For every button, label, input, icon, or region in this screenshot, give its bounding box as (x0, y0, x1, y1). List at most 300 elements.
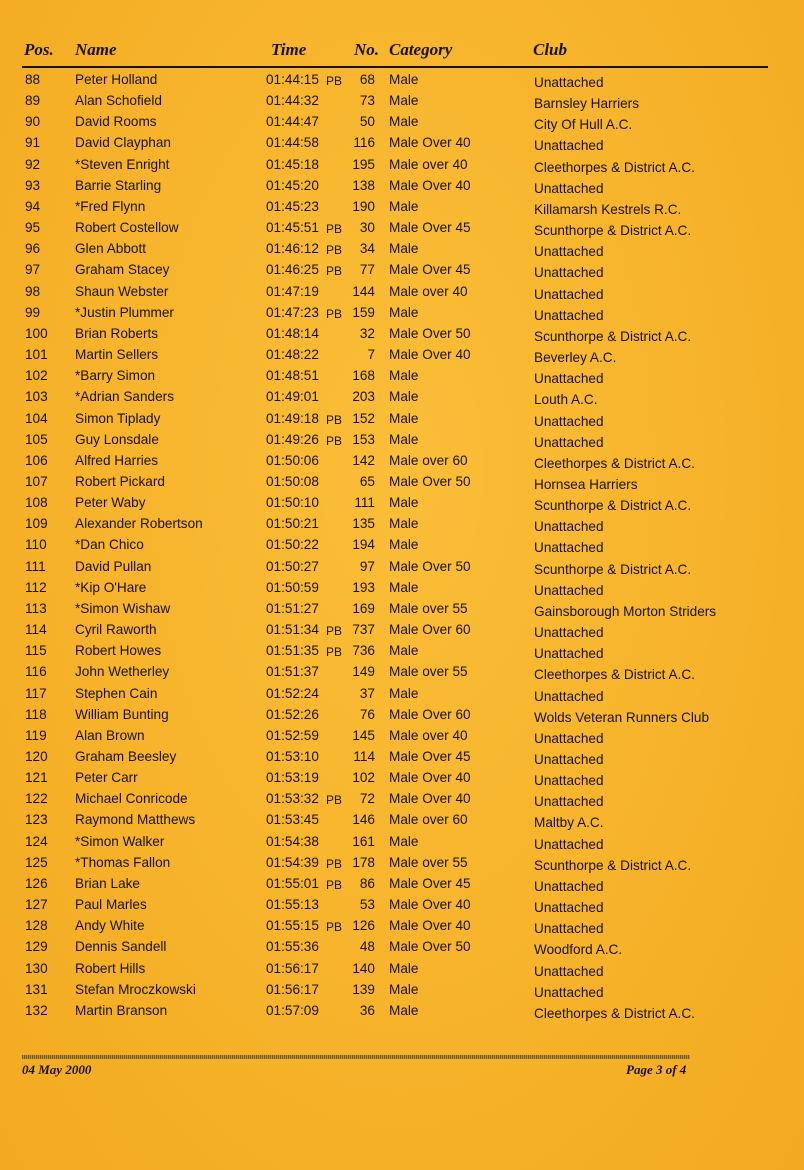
time-cell: 01:49:26 (266, 431, 319, 447)
time-cell: 01:54:39 (266, 854, 319, 870)
pb-marker: PB (326, 74, 343, 88)
time-cell: 01:55:13 (266, 897, 319, 913)
club-cell: Scunthorpe & District A.C. (534, 328, 692, 344)
bib-number-cell: 169 (352, 600, 375, 616)
table-row (0, 1002, 804, 1023)
category-cell: Male (389, 579, 419, 595)
name-cell: Paul Marles (75, 897, 147, 913)
position-cell: 97 (25, 262, 41, 278)
category-cell: Male (389, 241, 419, 257)
category-cell: Male Over 45 (389, 220, 471, 236)
header-divider (22, 66, 768, 68)
bib-number-cell: 65 (359, 473, 375, 489)
time-cell: 01:45:20 (266, 177, 319, 193)
club-cell: Cleethorpes & District A.C. (534, 455, 695, 471)
time-cell: 01:52:59 (266, 727, 319, 743)
position-cell: 121 (25, 770, 48, 786)
name-cell: *Thomas Fallon (75, 854, 171, 870)
position-cell: 128 (25, 918, 48, 934)
name-cell: Stephen Cain (75, 685, 158, 701)
name-cell: Cyril Raworth (75, 622, 157, 638)
name-cell: *Dan Chico (75, 537, 144, 553)
bib-number-cell: 7 (367, 347, 375, 363)
club-cell: Unattached (534, 688, 604, 704)
category-cell: Male Over 40 (389, 347, 471, 363)
time-cell: 01:45:51 (266, 220, 319, 236)
name-cell: Brian Lake (75, 875, 140, 891)
club-cell: Unattached (534, 519, 604, 535)
bib-number-cell: 114 (353, 749, 375, 764)
bib-number-cell: 142 (352, 452, 375, 468)
club-cell: Wolds Veteran Runners Club (534, 709, 710, 725)
position-cell: 106 (25, 452, 48, 468)
name-cell: Shaun Webster (75, 283, 169, 299)
pb-marker: PB (326, 412, 343, 427)
table-row (0, 156, 804, 177)
position-cell: 104 (25, 410, 48, 426)
header-time: Time (271, 40, 307, 59)
club-cell: Cleethorpes & District A.C. (534, 1005, 695, 1021)
position-cell: 98 (25, 283, 41, 299)
category-cell: Male Over 50 (389, 473, 471, 489)
time-cell: 01:50:21 (266, 516, 319, 532)
name-cell: *Steven Enright (75, 156, 170, 172)
pb-marker: PB (326, 877, 343, 892)
category-cell: Male Over 50 (389, 558, 471, 574)
category-cell: Male (389, 114, 419, 130)
name-cell: Graham Beesley (75, 749, 177, 764)
club-cell: Unattached (534, 434, 604, 450)
time-cell: 01:51:34 (266, 622, 319, 638)
table-row (0, 452, 804, 473)
club-cell: Maltby A.C. (534, 815, 604, 831)
bib-number-cell: 76 (359, 706, 375, 722)
table-row (0, 896, 804, 917)
position-cell: 124 (25, 833, 48, 849)
time-cell: 01:50:27 (266, 558, 319, 574)
position-cell: 125 (25, 854, 48, 870)
club-cell: Hornsea Harriers (534, 476, 638, 492)
bib-number-cell: 145 (352, 727, 375, 743)
club-cell: Unattached (534, 878, 604, 894)
name-cell: *Adrian Sanders (75, 389, 174, 405)
position-cell: 91 (25, 135, 41, 151)
time-cell: 01:56:17 (266, 981, 319, 997)
category-cell: Male Over 40 (389, 918, 471, 934)
position-cell: 130 (25, 960, 48, 976)
position-cell: 119 (25, 727, 47, 743)
pb-marker: PB (326, 243, 343, 258)
name-cell: *Kip O'Hare (75, 579, 147, 595)
category-cell: Male (389, 960, 419, 976)
category-cell: Male over 40 (389, 727, 468, 743)
time-cell: 01:47:23 (266, 304, 319, 320)
table-row (0, 515, 804, 536)
table-row (0, 981, 804, 1002)
position-cell: 118 (25, 706, 47, 722)
time-cell: 01:48:14 (266, 325, 319, 341)
bib-number-cell: 161 (352, 833, 375, 849)
time-cell: 01:46:12 (266, 241, 319, 257)
name-cell: Robert Pickard (75, 473, 165, 489)
table-row (0, 663, 804, 684)
pb-marker: PB (326, 222, 343, 237)
table-row (0, 92, 804, 113)
table-row (0, 198, 804, 219)
table-row (0, 240, 804, 261)
name-cell: *Justin Plummer (75, 304, 174, 320)
club-cell: Unattached (534, 836, 604, 852)
header-no: No. (354, 40, 380, 59)
category-cell: Male (389, 1002, 419, 1018)
time-cell: 01:53:32 (266, 791, 319, 807)
time-cell: 01:53:10 (266, 749, 319, 764)
pb-marker: PB (326, 306, 343, 321)
table-row (0, 113, 804, 134)
footer-date: 04 May 2000 (22, 1062, 92, 1077)
table-row (0, 811, 804, 832)
bib-number-cell: 97 (359, 558, 375, 574)
position-cell: 101 (25, 347, 48, 363)
category-cell: Male over 55 (389, 600, 468, 616)
time-cell: 01:51:37 (266, 664, 319, 680)
time-cell: 01:47:19 (266, 283, 319, 299)
name-cell: Stefan Mroczkowski (75, 981, 196, 997)
name-cell: John Wetherley (75, 664, 170, 680)
name-cell: Robert Costellow (75, 220, 179, 236)
category-cell: Male Over 45 (389, 875, 471, 891)
table-row (0, 938, 804, 959)
table-row (0, 431, 804, 452)
club-cell: Unattached (534, 625, 604, 641)
time-cell: 01:50:59 (266, 579, 319, 595)
bib-number-cell: 36 (359, 1002, 375, 1018)
table-header (0, 40, 804, 68)
time-cell: 01:51:27 (266, 600, 319, 616)
pb-marker: PB (326, 793, 343, 808)
bib-number-cell: 149 (352, 664, 375, 680)
club-cell: Unattached (534, 752, 604, 767)
position-cell: 129 (25, 939, 48, 955)
club-cell: Barnsley Harriers (534, 96, 639, 112)
name-cell: *Simon Wishaw (75, 600, 171, 616)
category-cell: Male Over 50 (389, 939, 471, 955)
table-row (0, 642, 804, 663)
position-cell: 102 (25, 368, 48, 384)
position-cell: 88 (25, 72, 41, 87)
club-cell: Unattached (534, 540, 604, 556)
name-cell: Robert Howes (75, 643, 162, 659)
bib-number-cell: 37 (359, 685, 375, 701)
name-cell: William Bunting (75, 706, 169, 722)
category-cell: Male Over 60 (389, 706, 471, 722)
position-cell: 103 (25, 389, 48, 405)
name-cell: Martin Branson (75, 1002, 168, 1018)
time-cell: 01:55:01 (266, 875, 319, 891)
table-row (0, 367, 804, 388)
table-row (0, 134, 804, 155)
footer-divider (22, 1055, 690, 1059)
position-cell: 113 (25, 600, 47, 616)
club-cell: Woodford A.C. (534, 942, 623, 958)
name-cell: Alan Schofield (75, 93, 162, 109)
position-cell: 112 (25, 579, 47, 595)
position-cell: 107 (25, 473, 48, 489)
club-cell: Unattached (534, 984, 604, 1000)
bib-number-cell: 194 (352, 537, 375, 553)
category-cell: Male Over 45 (389, 749, 471, 764)
table-row (0, 769, 804, 790)
time-cell: 01:52:26 (266, 706, 319, 722)
club-cell: Unattached (534, 307, 604, 323)
time-cell: 01:51:35 (266, 643, 319, 659)
time-cell: 01:44:58 (266, 135, 319, 151)
bib-number-cell: 32 (359, 325, 375, 341)
table-row (0, 579, 804, 600)
bib-number-cell: 178 (352, 854, 375, 870)
position-cell: 114 (25, 622, 47, 638)
table-row (0, 960, 804, 981)
club-cell: Unattached (534, 773, 604, 789)
name-cell: Guy Lonsdale (75, 431, 159, 447)
time-cell: 01:53:19 (266, 770, 319, 786)
category-cell: Male (389, 368, 419, 384)
table-row (0, 685, 804, 706)
name-cell: *Simon Walker (75, 833, 165, 849)
bib-number-cell: 193 (352, 579, 375, 595)
name-cell: David Rooms (75, 114, 157, 130)
bib-number-cell: 138 (352, 177, 375, 193)
position-cell: 109 (25, 516, 48, 532)
time-cell: 01:46:25 (266, 262, 319, 278)
pb-marker: PB (326, 624, 343, 639)
position-cell: 89 (25, 93, 41, 109)
category-cell: Male Over 50 (389, 325, 471, 341)
bib-number-cell: 140 (352, 960, 375, 976)
pb-marker: PB (326, 433, 343, 448)
table-row (0, 748, 804, 769)
table-row (0, 917, 804, 938)
position-cell: 96 (25, 241, 41, 257)
club-cell: Unattached (534, 371, 604, 387)
name-cell: Barrie Starling (75, 177, 162, 193)
bib-number-cell: 146 (352, 812, 375, 828)
name-cell: *Barry Simon (75, 368, 156, 384)
name-cell: Alfred Harries (75, 452, 159, 468)
time-cell: 01:44:32 (266, 93, 319, 109)
club-cell: Unattached (534, 180, 604, 196)
name-cell: Simon Tiplady (75, 410, 161, 426)
position-cell: 95 (25, 220, 41, 236)
category-cell: Male (389, 431, 419, 447)
bib-number-cell: 34 (359, 241, 375, 257)
position-cell: 90 (25, 114, 41, 130)
table-row (0, 494, 804, 515)
table-row (0, 325, 804, 346)
bib-number-cell: 126 (352, 918, 375, 934)
name-cell: Alan Brown (75, 727, 145, 743)
category-cell: Male (389, 643, 419, 659)
time-cell: 01:45:23 (266, 198, 319, 214)
category-cell: Male (389, 198, 419, 214)
club-cell: Scunthorpe & District A.C. (534, 561, 692, 577)
name-cell: David Pullan (75, 558, 152, 574)
position-cell: 126 (25, 875, 48, 891)
bib-number-cell: 53 (359, 897, 375, 913)
name-cell: Brian Roberts (75, 325, 159, 341)
name-cell: Raymond Matthews (75, 812, 196, 828)
category-cell: Male (389, 685, 419, 701)
time-cell: 01:54:38 (266, 833, 319, 849)
table-row (0, 706, 804, 727)
pb-marker: PB (326, 920, 343, 935)
bib-number-cell: 168 (352, 368, 375, 384)
position-cell: 120 (25, 749, 48, 764)
position-cell: 93 (25, 177, 41, 193)
table-row (0, 600, 804, 621)
time-cell: 01:53:45 (266, 812, 319, 828)
position-cell: 115 (25, 643, 47, 659)
category-cell: Male (389, 389, 419, 405)
club-cell: Gainsborough Morton Striders (534, 603, 717, 619)
category-cell: Male over 60 (389, 452, 468, 468)
name-cell: Graham Stacey (75, 262, 170, 278)
position-cell: 132 (25, 1002, 48, 1018)
table-row (0, 875, 804, 896)
club-cell: Scunthorpe & District A.C. (534, 223, 692, 239)
time-cell: 01:50:10 (266, 495, 319, 511)
category-cell: Male (389, 495, 419, 511)
category-cell: Male over 40 (389, 283, 468, 299)
table-row (0, 346, 804, 367)
bib-number-cell: 48 (359, 939, 375, 955)
time-cell: 01:44:15 (266, 72, 319, 87)
bib-number-cell: 102 (352, 770, 375, 786)
position-cell: 131 (25, 981, 48, 997)
position-cell: 127 (25, 897, 48, 913)
category-cell: Male Over 40 (389, 770, 471, 786)
bib-number-cell: 152 (352, 410, 375, 426)
bib-number-cell: 195 (352, 156, 375, 172)
category-cell: Male Over 40 (389, 791, 471, 807)
category-cell: Male (389, 410, 419, 426)
position-cell: 100 (25, 325, 48, 341)
bib-number-cell: 737 (352, 622, 375, 638)
results-table (0, 71, 804, 1023)
position-cell: 110 (25, 537, 47, 553)
name-cell: Peter Waby (75, 495, 146, 511)
bib-number-cell: 139 (352, 981, 375, 997)
table-row (0, 727, 804, 748)
position-cell: 108 (25, 495, 48, 511)
table-row (0, 790, 804, 811)
bib-number-cell: 153 (352, 431, 375, 447)
name-cell: Andy White (75, 918, 145, 934)
bib-number-cell: 190 (352, 198, 375, 214)
category-cell: Male Over 40 (389, 897, 471, 913)
category-cell: Male over 55 (389, 664, 468, 680)
club-cell: Unattached (534, 244, 604, 260)
table-row (0, 621, 804, 642)
bib-number-cell: 72 (359, 791, 375, 807)
name-cell: David Clayphan (75, 135, 171, 151)
table-row (0, 473, 804, 494)
name-cell: Martin Sellers (75, 347, 159, 363)
name-cell: Alexander Robertson (75, 516, 203, 532)
category-cell: Male over 55 (389, 854, 468, 870)
position-cell: 94 (25, 198, 41, 214)
time-cell: 01:49:18 (266, 410, 319, 426)
club-cell: City Of Hull A.C. (534, 117, 633, 133)
header-name: Name (75, 40, 117, 59)
club-cell: Unattached (534, 730, 604, 746)
category-cell: Male Over 60 (389, 622, 471, 638)
club-cell: Unattached (534, 138, 604, 154)
bib-number-cell: 30 (359, 220, 375, 236)
category-cell: Male (389, 833, 419, 849)
club-cell: Killamarsh Kestrels R.C. (534, 201, 682, 217)
club-cell: Unattached (534, 286, 604, 302)
position-cell: 92 (25, 156, 41, 172)
club-cell: Unattached (534, 900, 604, 916)
bib-number-cell: 68 (359, 72, 375, 87)
time-cell: 01:50:06 (266, 452, 319, 468)
position-cell: 117 (25, 685, 47, 701)
bib-number-cell: 77 (359, 262, 375, 278)
position-cell: 122 (25, 791, 48, 807)
club-cell: Unattached (534, 794, 604, 810)
time-cell: 01:50:22 (266, 537, 319, 553)
club-cell: Unattached (534, 921, 604, 937)
category-cell: Male (389, 72, 419, 87)
club-cell: Beverley A.C. (534, 350, 617, 366)
bib-number-cell: 203 (352, 389, 375, 405)
club-cell: Scunthorpe & District A.C. (534, 498, 692, 514)
bib-number-cell: 73 (359, 93, 375, 109)
table-row (0, 833, 804, 854)
name-cell: Robert Hills (75, 960, 146, 976)
position-cell: 123 (25, 812, 48, 828)
time-cell: 01:52:24 (266, 685, 319, 701)
bib-number-cell: 50 (359, 114, 375, 130)
name-cell: Michael Conricode (75, 791, 188, 807)
header-category: Category (389, 40, 453, 59)
time-cell: 01:56:17 (266, 960, 319, 976)
category-cell: Male (389, 304, 419, 320)
club-cell: Cleethorpes & District A.C. (534, 159, 695, 175)
time-cell: 01:49:01 (266, 389, 319, 405)
table-row (0, 410, 804, 431)
pb-marker: PB (326, 264, 343, 279)
bib-number-cell: 86 (359, 875, 375, 891)
table-row (0, 388, 804, 409)
category-cell: Male (389, 516, 419, 532)
pb-marker: PB (326, 645, 343, 660)
position-cell: 116 (25, 664, 47, 680)
category-cell: Male (389, 981, 419, 997)
category-cell: Male (389, 93, 419, 109)
pb-marker: PB (326, 856, 343, 871)
club-cell: Unattached (534, 75, 604, 90)
category-cell: Male Over 40 (389, 177, 471, 193)
name-cell: Dennis Sandell (75, 939, 167, 955)
category-cell: Male (389, 537, 419, 553)
time-cell: 01:44:47 (266, 114, 319, 130)
category-cell: Male over 60 (389, 812, 468, 828)
table-row (0, 71, 804, 92)
header-club: Club (533, 40, 568, 59)
header-pos: Pos. (24, 40, 54, 59)
